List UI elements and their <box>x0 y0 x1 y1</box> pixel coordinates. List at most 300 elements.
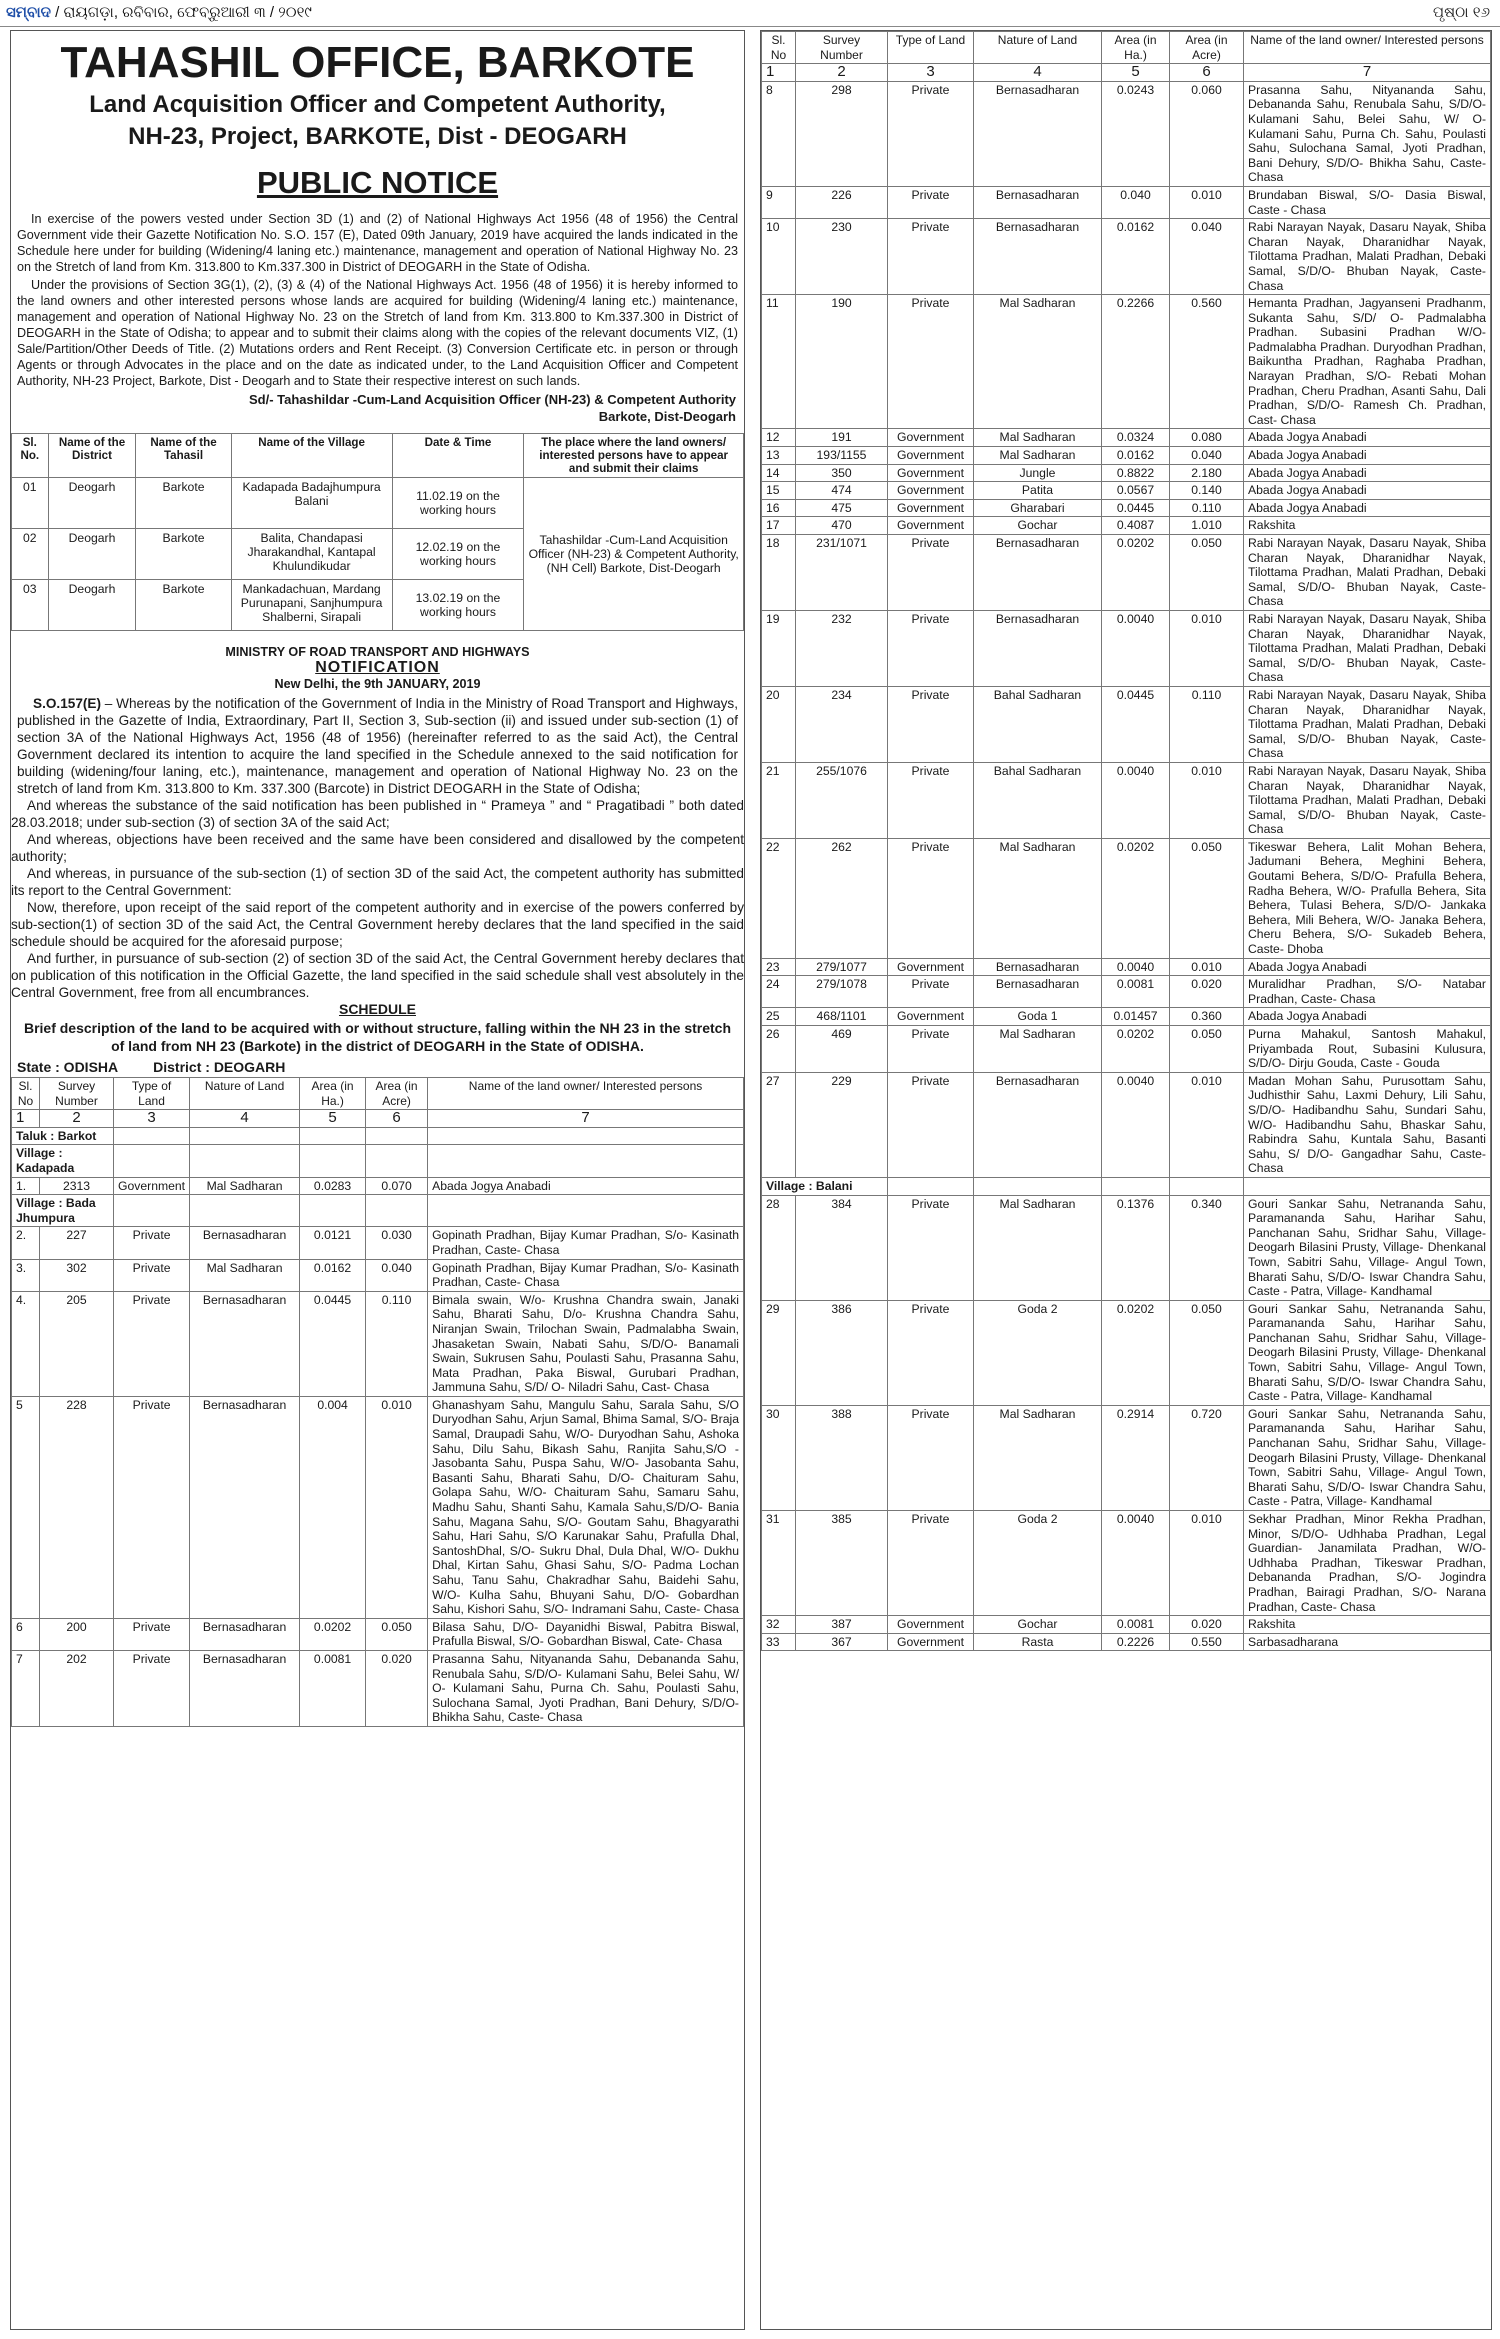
cell-type: Government <box>888 447 974 465</box>
cell-ac: 0.340 <box>1170 1195 1244 1300</box>
cell-ha: 0.0324 <box>1102 429 1170 447</box>
cell-ha: 0.0040 <box>1102 762 1170 838</box>
schedule-header-cell: Survey Number <box>40 1078 114 1110</box>
schedule-row <box>762 610 1491 686</box>
notice-subtitle-2: NH-23, Project, BARKOTE, Dist - DEOGARH <box>128 123 627 150</box>
cell-ac: 0.010 <box>1170 186 1244 218</box>
hearing-tahasil: Barkote <box>136 478 231 529</box>
cell-ac: 1.010 <box>1170 517 1244 535</box>
cell-sl: 28 <box>762 1195 796 1300</box>
cell-owner: Gouri Sankar Sahu, Netrananda Sahu, Paramananda Sahu, Harihar Sahu, Panchanan Sahu, Sridhar Sahu, Village- Deogarh Bilasini Prusty, Village- Dhenkanal Town, Sabitri Sahu, Village- Angul Town, Bharati Sahu, S/D/O- Iswar Chandra Sahu, Caste - Patra, Village- Kandhamal <box>1244 1405 1491 1510</box>
cell-ac: 0.060 <box>1170 81 1244 186</box>
cell-ha: 0.0243 <box>1102 81 1170 186</box>
cell-sl: 9 <box>762 186 796 218</box>
cell-owner: Rabi Narayan Nayak, Dasaru Nayak, Shiba Charan Nayak, Dharanidhar Nayak, Tilottama Pradhan, Malati Pradhan, Debaki Samal, S/D/O- Bhuban Nayak, Caste- Chasa <box>1244 762 1491 838</box>
cell-owner: Rakshita <box>1244 1616 1491 1634</box>
empty-cell <box>300 1195 366 1227</box>
cell-ha: 0.004 <box>300 1396 366 1618</box>
cell-type: Private <box>888 535 974 611</box>
cell-sn: 385 <box>796 1511 888 1616</box>
cell-nature: Gochar <box>974 517 1102 535</box>
cell-sn: 279/1077 <box>796 958 888 976</box>
cell-sn: 279/1078 <box>796 976 888 1008</box>
cell-type: Private <box>888 1511 974 1616</box>
cell-owner: Brundaban Biswal, S/O- Dasia Biswal, Caste - Chasa <box>1244 186 1491 218</box>
schedule-number-cell: 6 <box>1170 64 1244 82</box>
cell-type: Private <box>888 762 974 838</box>
village-label: Village : Kadapada <box>12 1145 114 1177</box>
state-label: State : ODISHA <box>17 1059 119 1075</box>
cell-owner: Purna Mahakul, Santosh Mahakul, Priyambada Rout, Subasini Kulusura, S/D/O- Dirju Gouda, Caste - Gouda <box>1244 1026 1491 1073</box>
cell-type: Government <box>888 482 974 500</box>
schedule-number-row <box>12 1110 744 1128</box>
cell-sl: 13 <box>762 447 796 465</box>
schedule-number-cell: 4 <box>190 1110 300 1128</box>
cell-nature: Bernasadharan <box>974 219 1102 295</box>
village-label: Village : Bada Jhumpura <box>12 1195 114 1227</box>
cell-sl: 31 <box>762 1511 796 1616</box>
cell-sl: 16 <box>762 499 796 517</box>
cell-ac: 0.010 <box>1170 610 1244 686</box>
cell-owner: Muralidhar Pradhan, S/O- Natabar Pradhan, Caste- Chasa <box>1244 976 1491 1008</box>
cell-owner: Abada Jogya Anabadi <box>1244 464 1491 482</box>
cell-ha: 0.0202 <box>1102 535 1170 611</box>
cell-owner: Bimala swain, W/o- Krushna Chandra swain, Janaki Sahu, Bharati Sahu, D/o- Krushna Chandra Sahu, Niranjan Swain, Trilochan Swain, Padmalabha Swain, Jhasaketan Swain, Nabati Sahu, S/D/O- Banamali Swain, Sukrusen Sahu, Poulasti Sahu, Prasanna Sahu, Mata Pradhan, Paka Biswal, Gurubari Pradhan, Jammuna Sahu, S/D/ O- Niladri Sahu, Cast- Chasa <box>428 1291 744 1396</box>
cell-nature: Bernasadharan <box>190 1650 300 1726</box>
empty-cell <box>974 1177 1102 1195</box>
schedule-row <box>12 1618 744 1650</box>
cell-sl: 1. <box>12 1177 40 1195</box>
cell-ha: 0.0445 <box>1102 499 1170 517</box>
hearing-district: Deogarh <box>48 478 136 529</box>
empty-cell <box>428 1195 744 1227</box>
hearing-tahasil: Barkote <box>136 529 231 580</box>
cell-type: Private <box>888 976 974 1008</box>
schedule-table-left <box>11 1077 744 1727</box>
cell-owner: Rabi Narayan Nayak, Dasaru Nayak, Shiba Charan Nayak, Dharanidhar Nayak, Tilottama Pradhan, Malati Pradhan, Debaki Samal, S/D/O- Bhuban Nayak, Caste- Chasa <box>1244 686 1491 762</box>
cell-nature: Goda 1 <box>974 1008 1102 1026</box>
cell-sl: 21 <box>762 762 796 838</box>
cell-nature: Bernasadharan <box>974 1072 1102 1177</box>
empty-cell <box>428 1127 744 1145</box>
hearing-header-cell: The place where the land owners/ interested persons have to appear and submit their claims <box>524 434 744 478</box>
left-column <box>10 30 745 2330</box>
schedule-row <box>12 1291 744 1396</box>
cell-sl: 2. <box>12 1227 40 1259</box>
schedule-table-right <box>761 31 1491 1651</box>
cell-nature: Mal Sadharan <box>974 1405 1102 1510</box>
schedule-row <box>762 762 1491 838</box>
cell-owner: Sarbasadharana <box>1244 1633 1491 1651</box>
hearing-header-cell: Name of the Village <box>231 434 392 478</box>
cell-sl: 20 <box>762 686 796 762</box>
schedule-header-cell: Area (in Acre) <box>1170 32 1244 64</box>
cell-sn: 255/1076 <box>796 762 888 838</box>
cell-nature: Bernasadharan <box>974 958 1102 976</box>
schedule-number-cell: 3 <box>888 64 974 82</box>
cell-sn: 469 <box>796 1026 888 1073</box>
cell-sn: 474 <box>796 482 888 500</box>
cell-type: Government <box>888 1633 974 1651</box>
schedule-header-cell: Type of Land <box>114 1078 190 1110</box>
empty-cell <box>114 1145 190 1177</box>
schedule-header-row <box>762 32 1491 64</box>
schedule-header-cell: Nature of Land <box>190 1078 300 1110</box>
cell-owner: Rabi Narayan Nayak, Dasaru Nayak, Shiba Charan Nayak, Dharanidhar Nayak, Tilottama Pradhan, Malati Pradhan, Debaki Samal, S/D/O- Bhuban Nayak, Caste- Chasa <box>1244 535 1491 611</box>
cell-nature: Mal Sadharan <box>974 295 1102 429</box>
cell-ha: 0.0081 <box>1102 976 1170 1008</box>
schedule-header-cell: Area (in Ha.) <box>300 1078 366 1110</box>
cell-nature: Bernasadharan <box>974 610 1102 686</box>
cell-sl: 32 <box>762 1616 796 1634</box>
signature-line-2: Barkote, Dist-Deogarh <box>598 409 736 424</box>
cell-ha: 0.0121 <box>300 1227 366 1259</box>
cell-owner: Gopinath Pradhan, Bijay Kumar Pradhan, S/o- Kasinath Pradhan, Caste- Chasa <box>428 1227 744 1259</box>
cell-type: Government <box>888 958 974 976</box>
cell-owner: Abada Jogya Anabadi <box>1244 447 1491 465</box>
cell-sn: 229 <box>796 1072 888 1177</box>
cell-owner: Rabi Narayan Nayak, Dasaru Nayak, Shiba Charan Nayak, Dharanidhar Nayak, Tilottama Pradhan, Malati Pradhan, Debaki Samal, S/D/O- Bhuban Nayak, Caste- Chasa <box>1244 610 1491 686</box>
cell-sn: 262 <box>796 838 888 958</box>
cell-sl: 5 <box>12 1396 40 1618</box>
hearing-date: 11.02.19 on the working hours <box>392 478 524 529</box>
hearing-village: Kadapada Badajhumpura Balani <box>231 478 392 529</box>
schedule-number-cell: 2 <box>40 1110 114 1128</box>
schedule-row <box>762 429 1491 447</box>
cell-sl: 3. <box>12 1259 40 1291</box>
cell-sl: 25 <box>762 1008 796 1026</box>
cell-sl: 10 <box>762 219 796 295</box>
notice-subtitle-1: Land Acquisition Officer and Competent Authority, <box>89 91 666 118</box>
cell-nature: Bernasadharan <box>190 1227 300 1259</box>
village-row <box>12 1127 744 1145</box>
schedule-number-cell: 6 <box>366 1110 428 1128</box>
schedule-header-cell: Survey Number <box>796 32 888 64</box>
cell-ac: 0.140 <box>1170 482 1244 500</box>
schedule-row <box>762 1072 1491 1177</box>
cell-sn: 193/1155 <box>796 447 888 465</box>
cell-ha: 0.4087 <box>1102 517 1170 535</box>
cell-sn: 226 <box>796 186 888 218</box>
cell-owner: Abada Jogya Anabadi <box>1244 958 1491 976</box>
cell-sn: 350 <box>796 464 888 482</box>
cell-ha: 0.1376 <box>1102 1195 1170 1300</box>
hearing-date: 12.02.19 on the working hours <box>392 529 524 580</box>
cell-ha: 0.0202 <box>1102 1026 1170 1073</box>
empty-cell <box>1244 1177 1491 1195</box>
cell-type: Private <box>888 610 974 686</box>
schedule-number-cell: 7 <box>428 1110 744 1128</box>
schedule-number-cell: 3 <box>114 1110 190 1128</box>
cell-ha: 0.0162 <box>1102 447 1170 465</box>
empty-cell <box>114 1127 190 1145</box>
cell-ha: 0.0283 <box>300 1177 366 1195</box>
notification-heading: NOTIFICATION <box>315 659 440 676</box>
cell-type: Private <box>888 1072 974 1177</box>
public-notice-heading: PUBLIC NOTICE <box>256 165 499 200</box>
schedule-row <box>762 186 1491 218</box>
cell-sl: 7 <box>12 1650 40 1726</box>
cell-ac: 0.010 <box>1170 1072 1244 1177</box>
empty-cell <box>428 1145 744 1177</box>
notification-paragraph-1 <box>17 695 738 797</box>
notification-paragraph-2: And whereas the substance of the said notification has been published in “ Prameya ” and “ Pragatibadi ” both dated 28.03.2018; under sub-section (3) of section 3A of the said Act; <box>11 798 744 830</box>
cell-sn: 190 <box>796 295 888 429</box>
notification-date: New Delhi, the 9th JANUARY, 2019 <box>274 677 481 691</box>
cell-owner: Abada Jogya Anabadi <box>1244 482 1491 500</box>
schedule-header-cell: Area (in Ha.) <box>1102 32 1170 64</box>
cell-sn: 231/1071 <box>796 535 888 611</box>
date-text: / ରାୟଗଡ଼ା, ରବିବାର, ଫେବ୍ରୁଆରୀ ୩ / ୨୦୧୯ <box>55 4 312 21</box>
cell-owner: Gopinath Pradhan, Bijay Kumar Pradhan, S/o- Kasinath Pradhan, Caste- Chasa <box>428 1259 744 1291</box>
cell-ac: 0.560 <box>1170 295 1244 429</box>
cell-owner: Bilasa Sahu, D/O- Dayanidhi Biswal, Pabitra Biswal, Prafulla Biswal, S/O- Gobardhan Biswal, Cate- Chasa <box>428 1618 744 1650</box>
cell-ha: 0.2914 <box>1102 1405 1170 1510</box>
hearing-district: Deogarh <box>48 580 136 631</box>
cell-nature: Bahal Sadharan <box>974 762 1102 838</box>
cell-nature: Jungle <box>974 464 1102 482</box>
empty-cell <box>366 1195 428 1227</box>
district-label: District : DEOGARH <box>153 1059 286 1075</box>
cell-ha: 0.0162 <box>1102 219 1170 295</box>
schedule-number-row <box>762 64 1491 82</box>
cell-owner: Hemanta Pradhan, Jagyanseni Pradhanm, Sukanta Sahu, S/D/ O- Padmalabha Pradhan. Subasini Pradhan W/O- Padmalabha Pradhan. Duryodhan Pradhan, Baikuntha Pradhan, Raghaba Pradhan, Narayan Pradhan, S/O- Rebati Mohan Pradhan, Cheru Pradhan, Asanti Sahu, Dali Pradhan, S/D/O- Ramesh Ch. Pradhan, Cast- Chasa <box>1244 295 1491 429</box>
cell-ac: 0.550 <box>1170 1633 1244 1651</box>
notice-title: TAHASHIL OFFICE, BARKOTE <box>60 38 695 87</box>
cell-sl: 6 <box>12 1618 40 1650</box>
schedule-brief: Brief description of the land to be acquired with or without structure, falling within the NH 23 in the stretch of land from NH 23 (Barkote) in the district of DEOGARH in the State of ODISHA. <box>23 1020 732 1054</box>
cell-nature: Bernasadharan <box>974 81 1102 186</box>
cell-owner: Prasanna Sahu, Nityananda Sahu, Debananda Sahu, Renubala Sahu, S/D/O- Kulamani Sahu, Belei Sahu, W/ O- Kulamani Sahu, Purna Ch. Sahu, Poulasti Sahu, Sulochana Samal, Jyoti Pradhan, Bani Dehury, S/D/O- Bhikha Sahu, Caste- Chasa <box>428 1650 744 1726</box>
hearing-village: Balita, Chandapasi Jharakandhal, Kantapal Khulundikudar <box>231 529 392 580</box>
schedule-number-cell: 1 <box>12 1110 40 1128</box>
hearing-row <box>12 478 744 529</box>
cell-nature: Mal Sadharan <box>974 429 1102 447</box>
schedule-header-cell: Name of the land owner/ Interested persons <box>428 1078 744 1110</box>
village-row <box>12 1195 744 1227</box>
cell-ha: 0.8822 <box>1102 464 1170 482</box>
cell-nature: Bernasadharan <box>190 1618 300 1650</box>
cell-ac: 0.010 <box>1170 958 1244 976</box>
cell-ha: 0.01457 <box>1102 1008 1170 1026</box>
village-row <box>762 1177 1491 1195</box>
cell-owner: Prasanna Sahu, Nityananda Sahu, Debananda Sahu, Renubala Sahu, S/D/O- Kulamani Sahu, Belei Sahu, W/ O- Kulamani Sahu, Purna Ch. Sahu, Poulasti Sahu, Sulochana Samal, Jyoti Pradhan, Bani Dehury, S/D/O- Bhikha Sahu, Caste- Chasa <box>1244 81 1491 186</box>
schedule-row <box>12 1177 744 1195</box>
page-header <box>0 0 1500 27</box>
cell-sl: 17 <box>762 517 796 535</box>
cell-ac: 0.020 <box>366 1650 428 1726</box>
cell-type: Government <box>888 429 974 447</box>
empty-cell <box>114 1195 190 1227</box>
hearing-place: Tahashildar -Cum-Land Acquisition Officer (NH-23) & Competent Authority, (NH Cell) Barkote, Dist-Deogarh <box>524 478 744 631</box>
cell-sl: 33 <box>762 1633 796 1651</box>
cell-type: Private <box>888 686 974 762</box>
notice-paragraph-2: Under the provisions of Section 3G(1), (2), (3) & (4) of the National Highways Act. 1956 (48 of 1956) it is hereby informed to the land owners and other interested persons whose lands are acquired for building (Widening/4 laning etc.) maintenance, management and operation of National Highway No. 23 on the Stretch of land from Km. 313.800 to Km.337.300 in District of DEOGARH in the State of Odisha; to appear and to submit their claims along with the copies of the relevant documents VIZ, (1) Sale/Partition/Other Deeds of Title. (2) Mutations orders and Rent Receipt. (3) Conversion Certificate etc. in person or through Agents or through Advocates in the place and on the date as indicated under, to the Land Acquisition Officer and Competent Authority, NH-23 Project, Barkote, Dist - Deogarh and to State their respective interest on such lands. <box>17 278 738 388</box>
cell-ha: 0.0040 <box>1102 1511 1170 1616</box>
right-column <box>760 30 1492 2330</box>
cell-nature: Mal Sadharan <box>974 838 1102 958</box>
cell-owner: Abada Jogya Anabadi <box>1244 429 1491 447</box>
cell-type: Government <box>114 1177 190 1195</box>
signature-line-1: Sd/- Tahashildar -Cum-Land Acquisition Officer (NH-23) & Competent Authority <box>248 392 736 407</box>
cell-ac: 0.030 <box>366 1227 428 1259</box>
cell-sl: 26 <box>762 1026 796 1073</box>
hearing-sl: 03 <box>12 580 49 631</box>
cell-sn: 367 <box>796 1633 888 1651</box>
cell-owner: Abada Jogya Anabadi <box>1244 1008 1491 1026</box>
schedule-row <box>762 1511 1491 1616</box>
cell-nature: Patita <box>974 482 1102 500</box>
cell-sn: 387 <box>796 1616 888 1634</box>
cell-nature: Mal Sadharan <box>974 1195 1102 1300</box>
cell-type: Private <box>888 295 974 429</box>
cell-ha: 0.0040 <box>1102 958 1170 976</box>
cell-type: Private <box>114 1291 190 1396</box>
cell-ac: 0.110 <box>366 1291 428 1396</box>
cell-type: Government <box>888 517 974 535</box>
cell-ac: 0.040 <box>1170 447 1244 465</box>
schedule-row <box>762 482 1491 500</box>
cell-ha: 0.0445 <box>1102 686 1170 762</box>
cell-ac: 0.050 <box>366 1618 428 1650</box>
cell-owner: Tikeswar Behera, Lalit Mohan Behera, Jadumani Behera, Meghini Behera, Goutami Behera, S/D/O- Prafulla Behera, Radha Behera, W/O- Prafulla Behera, Sita Behera, Tulasi Behera, S/D/O- Jankaka Behera, Mili Behera, W/O- Janaka Behera, Cheru Behera, S/O- Sukadeb Behera, Caste- Dhoba <box>1244 838 1491 958</box>
notice-paragraph-1: In exercise of the powers vested under Section 3D (1) and (2) of National Highways Act 1956 (48 of 1956) the Central Government vide their Gazette Notification No. S.O. 157 (E), Dated 09th January, 2019 have acquired the lands indicated in the Schedule here under for building (Widening/4 laning etc.) maintenance, management and operation of National Highway No. 23 on the Stretch of land from Km. 313.800 to Km.337.300 in District of DEOGARH in the State of Odisha. <box>17 212 738 274</box>
cell-type: Government <box>888 1616 974 1634</box>
cell-ac: 0.050 <box>1170 1026 1244 1073</box>
cell-type: Private <box>888 838 974 958</box>
cell-ac: 0.360 <box>1170 1008 1244 1026</box>
village-row <box>12 1145 744 1177</box>
cell-owner: Sekhar Pradhan, Minor Rekha Pradhan, Minor, S/D/O- Udhhaba Pradhan, Legal Guardian- Janamilata Pradhan, W/O- Udhhaba Pradhan, Tikeswar Pradhan, Debananda Pradhan, S/O- Jogindra Pradhan, Bairagi Pradhan, S/O- Narana Pradhan, Caste- Chasa <box>1244 1511 1491 1616</box>
schedule-row <box>762 976 1491 1008</box>
cell-nature: Goda 2 <box>974 1300 1102 1405</box>
cell-sl: 19 <box>762 610 796 686</box>
cell-type: Private <box>114 1618 190 1650</box>
cell-ac: 0.040 <box>1170 219 1244 295</box>
signature <box>11 391 736 425</box>
schedule-row <box>762 1026 1491 1073</box>
schedule-header-cell: Area (in Acre) <box>366 1078 428 1110</box>
cell-sl: 18 <box>762 535 796 611</box>
cell-sl: 27 <box>762 1072 796 1177</box>
cell-ha: 0.0202 <box>1102 838 1170 958</box>
cell-sn: 475 <box>796 499 888 517</box>
schedule-number-cell: 1 <box>762 64 796 82</box>
cell-owner: Madan Mohan Sahu, Purusottam Sahu, Judhisthir Sahu, Laxmi Dehury, Lili Sahu, S/D/O- Hadibandhu Sahu, Sundari Sahu, W/O- Hadibandhu Sahu, Bhaskar Sahu, Rabindra Sahu, Kuntala Sahu, Basanti Sahu, S/ D/O- Gangadhar Sahu, Caste- Chasa <box>1244 1072 1491 1177</box>
cell-ac: 0.080 <box>1170 429 1244 447</box>
cell-sn: 302 <box>40 1259 114 1291</box>
cell-sl: 12 <box>762 429 796 447</box>
hearing-header-cell: Name of the District <box>48 434 136 478</box>
page-number: ପୃଷ୍ଠା ୧୬ <box>1432 4 1490 21</box>
cell-sl: 23 <box>762 958 796 976</box>
cell-ac: 2.180 <box>1170 464 1244 482</box>
hearing-sl: 02 <box>12 529 49 580</box>
hearing-village: Mankadachuan, Mardang Purunapani, Sanjhumpura Shalberni, Sirapali <box>231 580 392 631</box>
cell-ha: 0.0162 <box>300 1259 366 1291</box>
empty-cell <box>300 1127 366 1145</box>
cell-ha: 0.0567 <box>1102 482 1170 500</box>
schedule-number-cell: 5 <box>1102 64 1170 82</box>
cell-sl: 11 <box>762 295 796 429</box>
cell-sn: 298 <box>796 81 888 186</box>
hearing-header-cell: Sl. No. <box>12 434 49 478</box>
schedule-row <box>762 535 1491 611</box>
empty-cell <box>1170 1177 1244 1195</box>
cell-ac: 0.720 <box>1170 1405 1244 1510</box>
schedule-row <box>12 1396 744 1618</box>
cell-ac: 0.050 <box>1170 1300 1244 1405</box>
cell-ha: 0.0081 <box>300 1650 366 1726</box>
cell-owner: Ghanashyam Sahu, Mangulu Sahu, Sarala Sahu, S/O Duryodhan Sahu, Arjun Samal, Bhima Samal, S/O- Braja Samal, Draupadi Sahu, W/O- Duryodhan Sahu, Ashoka Sahu, Dilu Sahu, Bikash Sahu, Ranjita Sahu,S/O - Jasobanta Sahu, Puspa Sahu, W/O- Jasobanta Sahu, Basanti Sahu, Bharati Sahu, D/O- Chaituram Sahu, Golapa Sahu, W/O- Chaituram Sahu, Samaru Sahu, Madhu Sahu, Shanti Sahu, Kamala Sahu,S/D/O- Bania Sahu, Magana Sahu, S/O- Goutam Sahu, Bhagyarathi Sahu, Hari Sahu, S/O Karunakar Sahu, Prafulla Dhal, SantoshDhal, S/O- Sukru Dhal, Dula Dhal, W/O- Dukhu Dhal, Kirtan Sahu, Ghasi Sahu, S/O- Padma Lochan Sahu, Tanu Sahu, Chakradhar Sahu, Baidehi Sahu, W/O- Kulha Sahu, Bhuyani Sahu, D/O- Gobardhan Sahu, Kishori Sahu, S/O- Indramani Sahu, Caste- Chasa <box>428 1396 744 1618</box>
hearing-header-cell: Name of the Tahasil <box>136 434 231 478</box>
cell-type: Government <box>888 1008 974 1026</box>
notification-paragraph-3: And whereas, objections have been received and the same have been considered and disallowed by the competent authority; <box>11 832 744 864</box>
cell-type: Private <box>888 1405 974 1510</box>
cell-sn: 200 <box>40 1618 114 1650</box>
cell-type: Private <box>888 1300 974 1405</box>
ministry-name: MINISTRY OF ROAD TRANSPORT AND HIGHWAYS <box>225 645 530 659</box>
schedule-row <box>762 958 1491 976</box>
schedule-row <box>762 838 1491 958</box>
cell-type: Private <box>888 219 974 295</box>
cell-type: Private <box>114 1227 190 1259</box>
cell-sl: 8 <box>762 81 796 186</box>
cell-ha: 0.0081 <box>1102 1616 1170 1634</box>
hearing-table <box>11 433 744 631</box>
cell-ac: 0.070 <box>366 1177 428 1195</box>
cell-nature: Mal Sadharan <box>190 1259 300 1291</box>
cell-type: Private <box>114 1396 190 1618</box>
cell-sn: 468/1101 <box>796 1008 888 1026</box>
schedule-number-cell: 2 <box>796 64 888 82</box>
cell-type: Private <box>888 81 974 186</box>
cell-ha: 0.2266 <box>1102 295 1170 429</box>
schedule-row <box>762 1008 1491 1026</box>
empty-cell <box>190 1145 300 1177</box>
cell-sn: 470 <box>796 517 888 535</box>
cell-type: Private <box>888 186 974 218</box>
notification-paragraph-4: And whereas, in pursuance of the sub-section (1) of section 3D of the said Act, the competent authority has submitted its report to the Central Government: <box>11 866 744 898</box>
schedule-row <box>12 1259 744 1291</box>
cell-ha: 0.0445 <box>300 1291 366 1396</box>
cell-owner: Abada Jogya Anabadi <box>1244 499 1491 517</box>
cell-owner: Abada Jogya Anabadi <box>428 1177 744 1195</box>
cell-ha: 0.0040 <box>1102 610 1170 686</box>
schedule-header-cell: Type of Land <box>888 32 974 64</box>
cell-type: Private <box>888 1195 974 1300</box>
cell-sn: 386 <box>796 1300 888 1405</box>
cell-sn: 2313 <box>40 1177 114 1195</box>
schedule-row <box>762 1300 1491 1405</box>
newspaper-logo: ସମ୍ବାଦ <box>6 4 51 21</box>
schedule-row <box>762 517 1491 535</box>
schedule-row <box>762 81 1491 186</box>
schedule-row <box>12 1650 744 1726</box>
schedule-row <box>762 447 1491 465</box>
cell-nature: Goda 2 <box>974 1511 1102 1616</box>
so-number: S.O.157(E) <box>33 696 101 711</box>
empty-cell <box>888 1177 974 1195</box>
cell-sn: 230 <box>796 219 888 295</box>
empty-cell <box>366 1127 428 1145</box>
dateline <box>6 4 312 21</box>
empty-cell <box>190 1195 300 1227</box>
cell-sn: 232 <box>796 610 888 686</box>
cell-nature: Bernasadharan <box>974 976 1102 1008</box>
cell-nature: Rasta <box>974 1633 1102 1651</box>
cell-nature: Bernasadharan <box>974 186 1102 218</box>
